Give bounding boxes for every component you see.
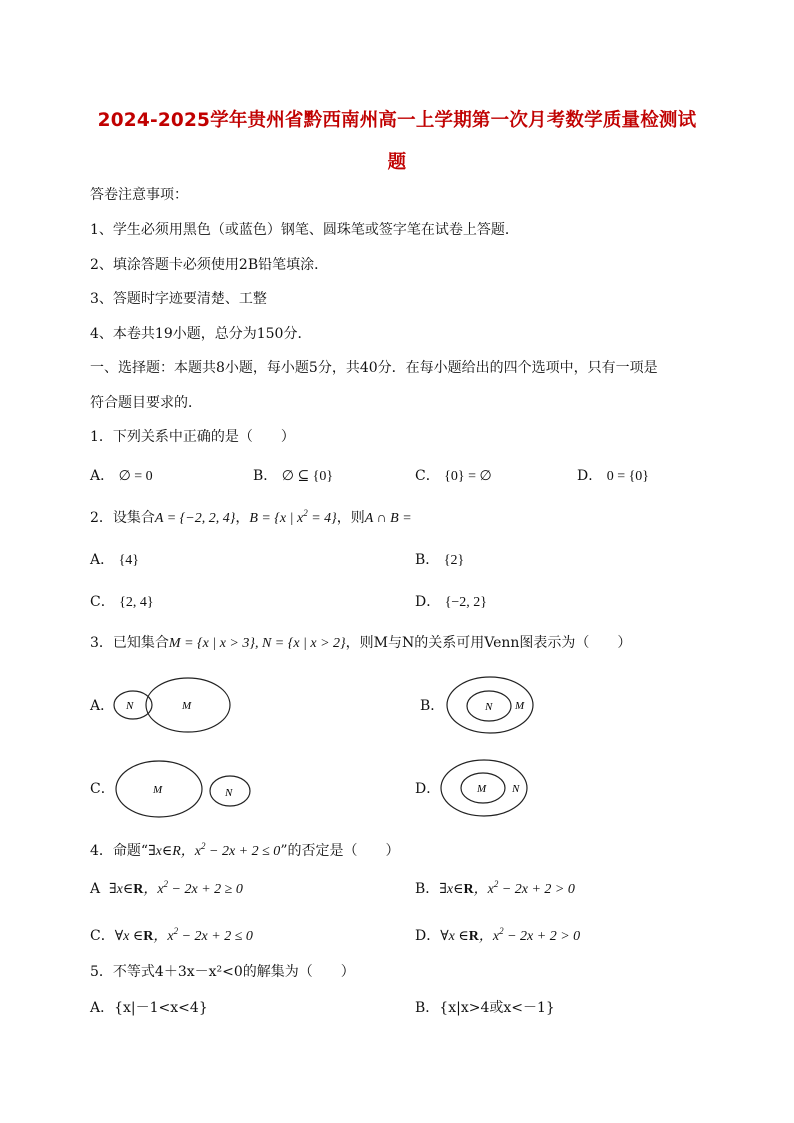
q4-d-part1: ∀x ∈ — [440, 929, 469, 944]
q4-stem-post: ”的否定是（ ） — [280, 843, 400, 859]
venn-d-label-n: N — [512, 783, 520, 795]
q1-d-text: 0 = {0} — [606, 469, 650, 484]
q1-option-b — [253, 467, 333, 486]
q2-a-label: A． — [90, 552, 115, 568]
q3-num: 3．已知集合 — [90, 635, 169, 651]
q4-c-real: R — [143, 929, 154, 944]
note-1: 1、学生必须用黑色（或蓝色）钢笔、圆珠笔或签字笔在试卷上答题． — [90, 222, 519, 238]
venn-diagram-c — [114, 758, 254, 822]
q1-c-text: {0} = ∅ — [444, 469, 492, 484]
q4-c-part1: ∀x ∈ — [114, 929, 144, 944]
q5-b-label: B． — [415, 1000, 440, 1016]
q1-option-c — [415, 467, 492, 486]
q3-a-label: A． — [90, 698, 115, 714]
q2-option-b — [415, 551, 464, 570]
q1-stem: 1．下列关系中正确的是（ ） — [90, 429, 295, 445]
q4-option-c — [90, 927, 253, 946]
note-3: 3、答题时字迹要清楚、工整 — [90, 291, 267, 307]
q4-b-sup: 2 — [493, 879, 499, 889]
q2-a-text: {4} — [118, 553, 140, 568]
q2-option-d — [415, 593, 487, 612]
notes-heading: 答卷注意事项： — [90, 187, 188, 203]
q2-set-b-pre: B = {x | x — [249, 511, 304, 526]
q4-a-label: A — [90, 881, 101, 897]
q2-set-a: A = {−2, 2, 4} — [154, 511, 236, 526]
q3-expr: M = {x | x > 3}, N = {x | x > 2} — [168, 636, 346, 651]
q3-d-label: D． — [415, 781, 441, 797]
venn-a-label-m: M — [182, 700, 192, 712]
q4-stem-expr2: − 2x + 2 ≤ 0 — [205, 844, 281, 859]
q2-c-label: C． — [90, 594, 115, 610]
q2-b-label: B． — [415, 552, 440, 568]
q2-d-text: {−2, 2} — [444, 595, 488, 610]
section1-instructions: 一、选择题：本题共8小题，每小题5分，共40分．在每小题给出的四个选项中，只有一项是 — [90, 360, 658, 376]
q4-c-part2: ，x — [153, 929, 174, 944]
venn-diagram-d — [438, 757, 532, 821]
q1-a-label: A． — [90, 468, 115, 484]
q2-c-text: {2, 4} — [119, 595, 154, 610]
q3-c-label: C． — [90, 781, 115, 797]
q3-tail: ，则M与N的关系可用Venn图表示为（ ） — [345, 635, 632, 651]
venn-diagram-a — [112, 676, 236, 736]
q4-b-part1: ∃x∈ — [439, 882, 464, 897]
q3-b-label: B． — [420, 698, 445, 714]
q4-a-part3: − 2x + 2 ≥ 0 — [168, 882, 243, 897]
q4-option-b — [415, 880, 575, 899]
exam-title-line2: 题 — [387, 152, 407, 173]
q4-a-real: R — [133, 882, 144, 897]
q4-c-sup: 2 — [173, 926, 179, 936]
q2-set-b-sup: 2 — [303, 508, 308, 518]
q1-c-label: C． — [415, 468, 440, 484]
q2-expr: A ∩ B = — [364, 511, 412, 526]
note-4: 4、本卷共19小题，总分为150分． — [90, 326, 312, 342]
venn-a-label-n: N — [126, 700, 134, 712]
q4-b-label: B． — [415, 881, 440, 897]
q4-d-sup: 2 — [499, 926, 504, 936]
q4-b-real: R — [463, 882, 474, 897]
q3-stem — [90, 634, 631, 653]
q2-tail: ，则 — [336, 510, 365, 526]
q5-a-text: {x|－1<x<4} — [114, 1000, 208, 1016]
q1-b-text: ∅ ⊆ {0} — [281, 469, 334, 484]
q4-a-sup: 2 — [163, 879, 169, 889]
q1-a-text: ∅ = 0 — [118, 469, 153, 484]
venn-b-label-n: N — [485, 701, 493, 713]
q5-a-label: A． — [90, 1000, 115, 1016]
q4-d-real: R — [468, 929, 479, 944]
q5-option-b — [415, 999, 555, 1017]
section1-instructions-cont: 符合题目要求的． — [90, 395, 202, 411]
q4-stem — [90, 842, 399, 861]
q4-stem-pre: 4．命题“ — [90, 843, 149, 859]
q4-option-a — [90, 880, 243, 899]
q4-d-label: D． — [415, 928, 441, 944]
venn-d-label-m: M — [477, 783, 487, 795]
q1-option-d — [577, 467, 649, 486]
q2-option-c — [90, 593, 154, 612]
note-2: 2、填涂答题卡必须使用2B铅笔填涂． — [90, 257, 329, 273]
q2-option-a — [90, 551, 139, 570]
q2-stem — [90, 509, 412, 528]
q2-comma: ， — [235, 510, 250, 526]
q2-num: 2．设集合 — [90, 510, 155, 526]
venn-c-label-n: N — [225, 787, 233, 799]
q4-a-part2: ，x — [143, 882, 164, 897]
venn-c-label-m: M — [153, 784, 163, 796]
q5-option-a — [90, 999, 208, 1017]
q4-b-part2: ，x — [473, 882, 494, 897]
q4-a-part1: ∃x∈ — [109, 882, 134, 897]
q4-d-part3: − 2x + 2 > 0 — [503, 929, 581, 944]
q4-stem-sup: 2 — [201, 841, 206, 851]
venn-diagram-b — [444, 674, 538, 738]
q4-d-part2: ，x — [478, 929, 500, 944]
q4-c-label: C． — [90, 928, 115, 944]
venn-b-label-m: M — [515, 700, 525, 712]
q4-stem-expr: ∃x∈R，x — [148, 844, 202, 859]
q1-d-label: D． — [577, 468, 603, 484]
q2-b-text: {2} — [443, 553, 465, 568]
q1-b-label: B． — [253, 468, 278, 484]
q5-b-text: {x|x>4或x<－1} — [439, 1000, 555, 1016]
q1-option-a — [90, 467, 153, 486]
q4-option-d — [415, 927, 580, 946]
q2-set-b-post: = 4} — [307, 511, 337, 526]
q2-d-label: D． — [415, 594, 441, 610]
q4-c-part3: − 2x + 2 ≤ 0 — [178, 929, 253, 944]
exam-title-line1: 2024-2025学年贵州省黔西南州高一上学期第一次月考数学质量检测试 — [97, 110, 697, 131]
q5-stem: 5．不等式4＋3x－x²<0的解集为（ ） — [90, 964, 355, 980]
q4-b-part3: − 2x + 2 > 0 — [498, 882, 575, 897]
